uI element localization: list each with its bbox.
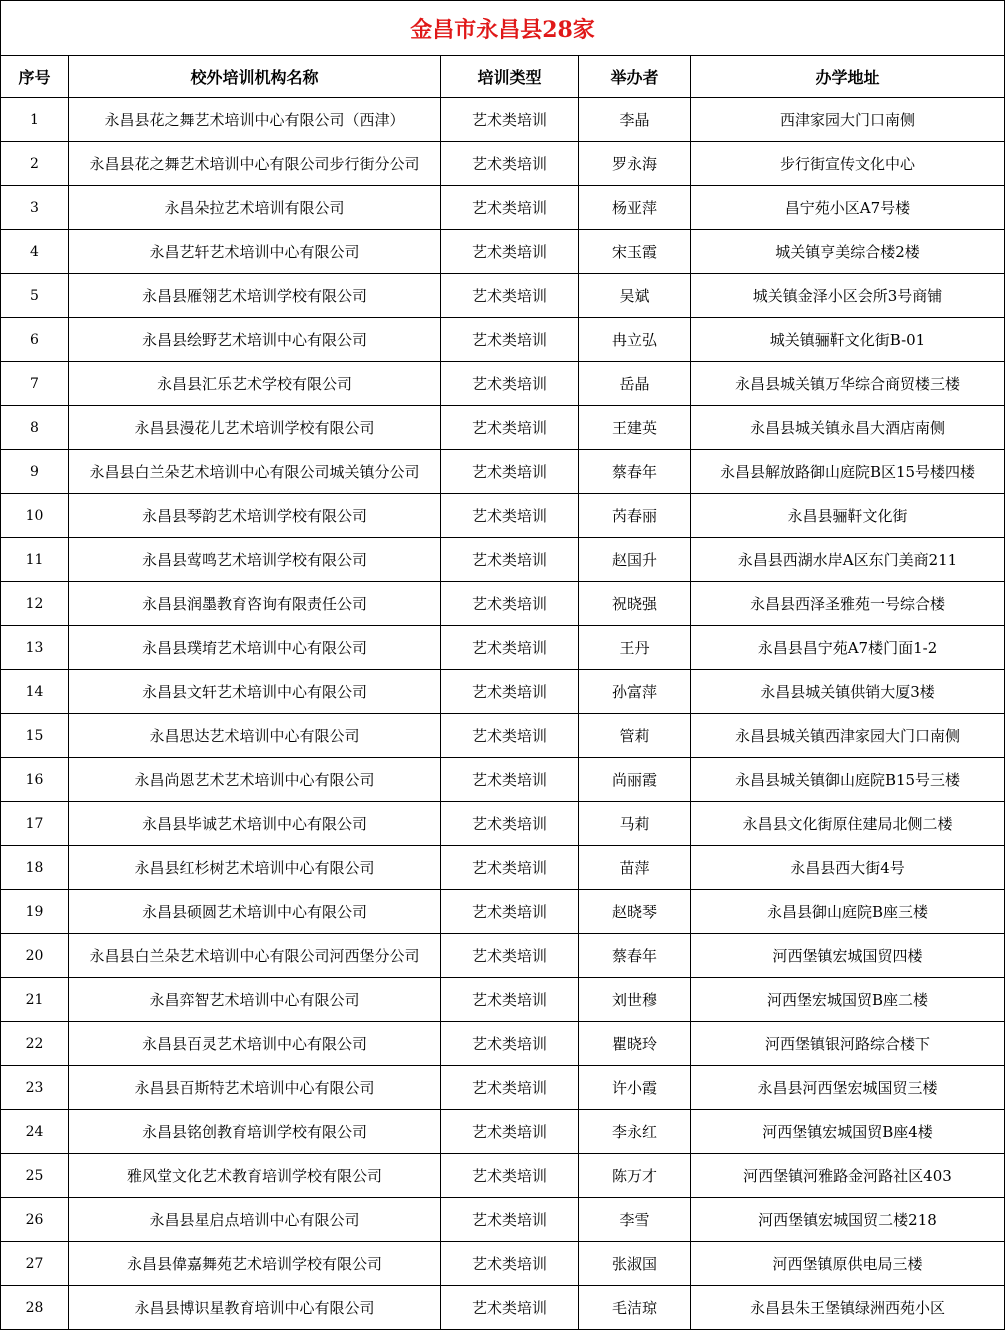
cell-type: 艺术类培训	[441, 626, 579, 670]
cell-type: 艺术类培训	[441, 670, 579, 714]
cell-seq: 4	[1, 230, 69, 274]
cell-name: 永昌县璞堉艺术培训中心有限公司	[69, 626, 441, 670]
cell-address: 河西堡镇原供电局三楼	[691, 1242, 1005, 1286]
cell-type: 艺术类培训	[441, 890, 579, 934]
cell-type: 艺术类培训	[441, 538, 579, 582]
cell-seq: 23	[1, 1066, 69, 1110]
table-row	[1, 98, 1005, 142]
cell-type: 艺术类培训	[441, 1110, 579, 1154]
cell-address: 河西堡镇宏城国贸四楼	[691, 934, 1005, 978]
cell-organizer: 王建英	[579, 406, 691, 450]
cell-type: 艺术类培训	[441, 1022, 579, 1066]
cell-seq: 27	[1, 1242, 69, 1286]
cell-organizer: 孙富萍	[579, 670, 691, 714]
cell-type: 艺术类培训	[441, 1154, 579, 1198]
cell-name: 永昌县绘野艺术培训中心有限公司	[69, 318, 441, 362]
cell-name: 永昌县花之舞艺术培训中心有限公司步行街分公司	[69, 142, 441, 186]
cell-organizer: 芮春丽	[579, 494, 691, 538]
cell-seq: 14	[1, 670, 69, 714]
table-row	[1, 846, 1005, 890]
cell-seq: 25	[1, 1154, 69, 1198]
cell-type: 艺术类培训	[441, 186, 579, 230]
table-row	[1, 890, 1005, 934]
table-row	[1, 362, 1005, 406]
cell-organizer: 宋玉霞	[579, 230, 691, 274]
cell-organizer: 吴斌	[579, 274, 691, 318]
cell-address: 永昌县文化街原住建局北侧二楼	[691, 802, 1005, 846]
cell-organizer: 罗永海	[579, 142, 691, 186]
cell-address: 永昌县解放路御山庭院B区15号楼四楼	[691, 450, 1005, 494]
cell-seq: 8	[1, 406, 69, 450]
cell-address: 永昌县西湖水岸A区东门美商211	[691, 538, 1005, 582]
cell-organizer: 冉立弘	[579, 318, 691, 362]
cell-type: 艺术类培训	[441, 1286, 579, 1330]
cell-type: 艺术类培训	[441, 450, 579, 494]
cell-name: 雅风堂文化艺术教育培训学校有限公司	[69, 1154, 441, 1198]
table-row	[1, 934, 1005, 978]
cell-name: 永昌县星启点培训中心有限公司	[69, 1198, 441, 1242]
cell-type: 艺术类培训	[441, 362, 579, 406]
cell-organizer: 刘世穆	[579, 978, 691, 1022]
cell-name: 永昌艺轩艺术培训中心有限公司	[69, 230, 441, 274]
cell-name: 永昌县漫花儿艺术培训学校有限公司	[69, 406, 441, 450]
cell-seq: 26	[1, 1198, 69, 1242]
table-row	[1, 450, 1005, 494]
cell-organizer: 蔡春年	[579, 450, 691, 494]
table-row	[1, 274, 1005, 318]
cell-address: 永昌县西泽圣雅苑一号综合楼	[691, 582, 1005, 626]
table-row	[1, 978, 1005, 1022]
table-row	[1, 802, 1005, 846]
table-row	[1, 714, 1005, 758]
cell-address: 城关镇亨美综合楼2楼	[691, 230, 1005, 274]
cell-type: 艺术类培训	[441, 582, 579, 626]
cell-seq: 11	[1, 538, 69, 582]
cell-name: 永昌思达艺术培训中心有限公司	[69, 714, 441, 758]
table-row	[1, 318, 1005, 362]
cell-name: 永昌县硕圆艺术培训中心有限公司	[69, 890, 441, 934]
cell-address: 永昌县西大街4号	[691, 846, 1005, 890]
cell-address: 永昌县城关镇万华综合商贸楼三楼	[691, 362, 1005, 406]
cell-address: 河西堡镇宏城国贸二楼218	[691, 1198, 1005, 1242]
cell-type: 艺术类培训	[441, 802, 579, 846]
cell-organizer: 陈万才	[579, 1154, 691, 1198]
cell-address: 河西堡镇河雅路金河路社区403	[691, 1154, 1005, 1198]
table-row	[1, 186, 1005, 230]
cell-name: 永昌县文轩艺术培训中心有限公司	[69, 670, 441, 714]
cell-type: 艺术类培训	[441, 98, 579, 142]
cell-address: 步行街宣传文化中心	[691, 142, 1005, 186]
cell-organizer: 蔡春年	[579, 934, 691, 978]
cell-organizer: 李永红	[579, 1110, 691, 1154]
header-seq: 序号	[1, 56, 69, 98]
cell-name: 永昌尚恩艺术艺术培训中心有限公司	[69, 758, 441, 802]
table-title: 金昌市永昌县28家	[1, 1, 1005, 56]
cell-name: 永昌县润墨教育咨询有限责任公司	[69, 582, 441, 626]
cell-organizer: 李晶	[579, 98, 691, 142]
cell-organizer: 李雪	[579, 1198, 691, 1242]
cell-type: 艺术类培训	[441, 758, 579, 802]
cell-address: 永昌县河西堡宏城国贸三楼	[691, 1066, 1005, 1110]
cell-seq: 1	[1, 98, 69, 142]
cell-name: 永昌县雁翎艺术培训学校有限公司	[69, 274, 441, 318]
header-row	[1, 56, 1005, 98]
cell-organizer: 尚丽霞	[579, 758, 691, 802]
cell-address: 河西堡镇银河路综合楼下	[691, 1022, 1005, 1066]
cell-seq: 10	[1, 494, 69, 538]
cell-seq: 9	[1, 450, 69, 494]
cell-name: 永昌县花之舞艺术培训中心有限公司（西津）	[69, 98, 441, 142]
table-row	[1, 1066, 1005, 1110]
cell-address: 永昌县城关镇永昌大酒店南侧	[691, 406, 1005, 450]
cell-seq: 17	[1, 802, 69, 846]
cell-address: 河西堡镇宏城国贸B座4楼	[691, 1110, 1005, 1154]
cell-address: 城关镇骊靬文化街B-01	[691, 318, 1005, 362]
cell-name: 永昌县铭创教育培训学校有限公司	[69, 1110, 441, 1154]
cell-address: 西津家园大门口南侧	[691, 98, 1005, 142]
cell-seq: 13	[1, 626, 69, 670]
cell-name: 永昌县百灵艺术培训中心有限公司	[69, 1022, 441, 1066]
cell-type: 艺术类培训	[441, 274, 579, 318]
cell-organizer: 毛洁琼	[579, 1286, 691, 1330]
cell-seq: 12	[1, 582, 69, 626]
cell-name: 永昌县毕诚艺术培训中心有限公司	[69, 802, 441, 846]
cell-name: 永昌朵拉艺术培训有限公司	[69, 186, 441, 230]
cell-type: 艺术类培训	[441, 318, 579, 362]
cell-seq: 16	[1, 758, 69, 802]
cell-organizer: 赵晓琴	[579, 890, 691, 934]
cell-address: 永昌县城关镇供销大厦3楼	[691, 670, 1005, 714]
cell-organizer: 许小霞	[579, 1066, 691, 1110]
table-row	[1, 142, 1005, 186]
cell-name: 永昌县红杉树艺术培训中心有限公司	[69, 846, 441, 890]
cell-organizer: 祝晓强	[579, 582, 691, 626]
cell-seq: 2	[1, 142, 69, 186]
cell-type: 艺术类培训	[441, 934, 579, 978]
table-row	[1, 1198, 1005, 1242]
cell-type: 艺术类培训	[441, 1242, 579, 1286]
cell-address: 永昌县城关镇御山庭院B15号三楼	[691, 758, 1005, 802]
cell-organizer: 王丹	[579, 626, 691, 670]
table-row	[1, 538, 1005, 582]
cell-organizer: 张淑国	[579, 1242, 691, 1286]
title-row	[1, 1, 1005, 56]
cell-organizer: 赵国升	[579, 538, 691, 582]
table-row	[1, 1286, 1005, 1330]
cell-type: 艺术类培训	[441, 406, 579, 450]
cell-type: 艺术类培训	[441, 230, 579, 274]
cell-type: 艺术类培训	[441, 142, 579, 186]
cell-seq: 28	[1, 1286, 69, 1330]
cell-address: 永昌县昌宁苑A7楼门面1-2	[691, 626, 1005, 670]
cell-name: 永昌县汇乐艺术学校有限公司	[69, 362, 441, 406]
table-row	[1, 1154, 1005, 1198]
table-row	[1, 1022, 1005, 1066]
table-row	[1, 230, 1005, 274]
cell-address: 永昌县朱王堡镇绿洲西苑小区	[691, 1286, 1005, 1330]
cell-seq: 22	[1, 1022, 69, 1066]
table-row	[1, 1242, 1005, 1286]
cell-organizer: 马莉	[579, 802, 691, 846]
cell-organizer: 岳晶	[579, 362, 691, 406]
header-name: 校外培训机构名称	[69, 56, 441, 98]
cell-seq: 5	[1, 274, 69, 318]
table-body	[1, 98, 1005, 1330]
cell-organizer: 杨亚萍	[579, 186, 691, 230]
cell-type: 艺术类培训	[441, 494, 579, 538]
cell-address: 昌宁苑小区A7号楼	[691, 186, 1005, 230]
cell-type: 艺术类培训	[441, 846, 579, 890]
cell-name: 永昌县白兰朵艺术培训中心有限公司河西堡分公司	[69, 934, 441, 978]
table-row	[1, 626, 1005, 670]
cell-address: 永昌县城关镇西津家园大门口南侧	[691, 714, 1005, 758]
cell-organizer: 苗萍	[579, 846, 691, 890]
cell-seq: 6	[1, 318, 69, 362]
cell-type: 艺术类培训	[441, 714, 579, 758]
header-address: 办学地址	[691, 56, 1005, 98]
cell-address: 城关镇金泽小区会所3号商铺	[691, 274, 1005, 318]
cell-name: 永昌县博识星教育培训中心有限公司	[69, 1286, 441, 1330]
header-type: 培训类型	[441, 56, 579, 98]
table-row	[1, 582, 1005, 626]
cell-seq: 18	[1, 846, 69, 890]
table-row	[1, 406, 1005, 450]
cell-type: 艺术类培训	[441, 978, 579, 1022]
header-organizer: 举办者	[579, 56, 691, 98]
table-row	[1, 1110, 1005, 1154]
cell-seq: 20	[1, 934, 69, 978]
cell-seq: 21	[1, 978, 69, 1022]
cell-name: 永昌弈智艺术培训中心有限公司	[69, 978, 441, 1022]
cell-address: 永昌县骊靬文化街	[691, 494, 1005, 538]
cell-type: 艺术类培训	[441, 1198, 579, 1242]
cell-seq: 3	[1, 186, 69, 230]
cell-organizer: 瞿晓玲	[579, 1022, 691, 1066]
cell-address: 永昌县御山庭院B座三楼	[691, 890, 1005, 934]
cell-address: 河西堡宏城国贸B座二楼	[691, 978, 1005, 1022]
cell-name: 永昌县百斯特艺术培训中心有限公司	[69, 1066, 441, 1110]
cell-seq: 19	[1, 890, 69, 934]
cell-name: 永昌县莺鸣艺术培训学校有限公司	[69, 538, 441, 582]
table-row	[1, 494, 1005, 538]
cell-seq: 24	[1, 1110, 69, 1154]
cell-name: 永昌县偉嘉舞苑艺术培训学校有限公司	[69, 1242, 441, 1286]
cell-seq: 15	[1, 714, 69, 758]
table-row	[1, 670, 1005, 714]
table-row	[1, 758, 1005, 802]
cell-organizer: 管莉	[579, 714, 691, 758]
cell-name: 永昌县白兰朵艺术培训中心有限公司城关镇分公司	[69, 450, 441, 494]
cell-name: 永昌县琴韵艺术培训学校有限公司	[69, 494, 441, 538]
cell-type: 艺术类培训	[441, 1066, 579, 1110]
cell-seq: 7	[1, 362, 69, 406]
